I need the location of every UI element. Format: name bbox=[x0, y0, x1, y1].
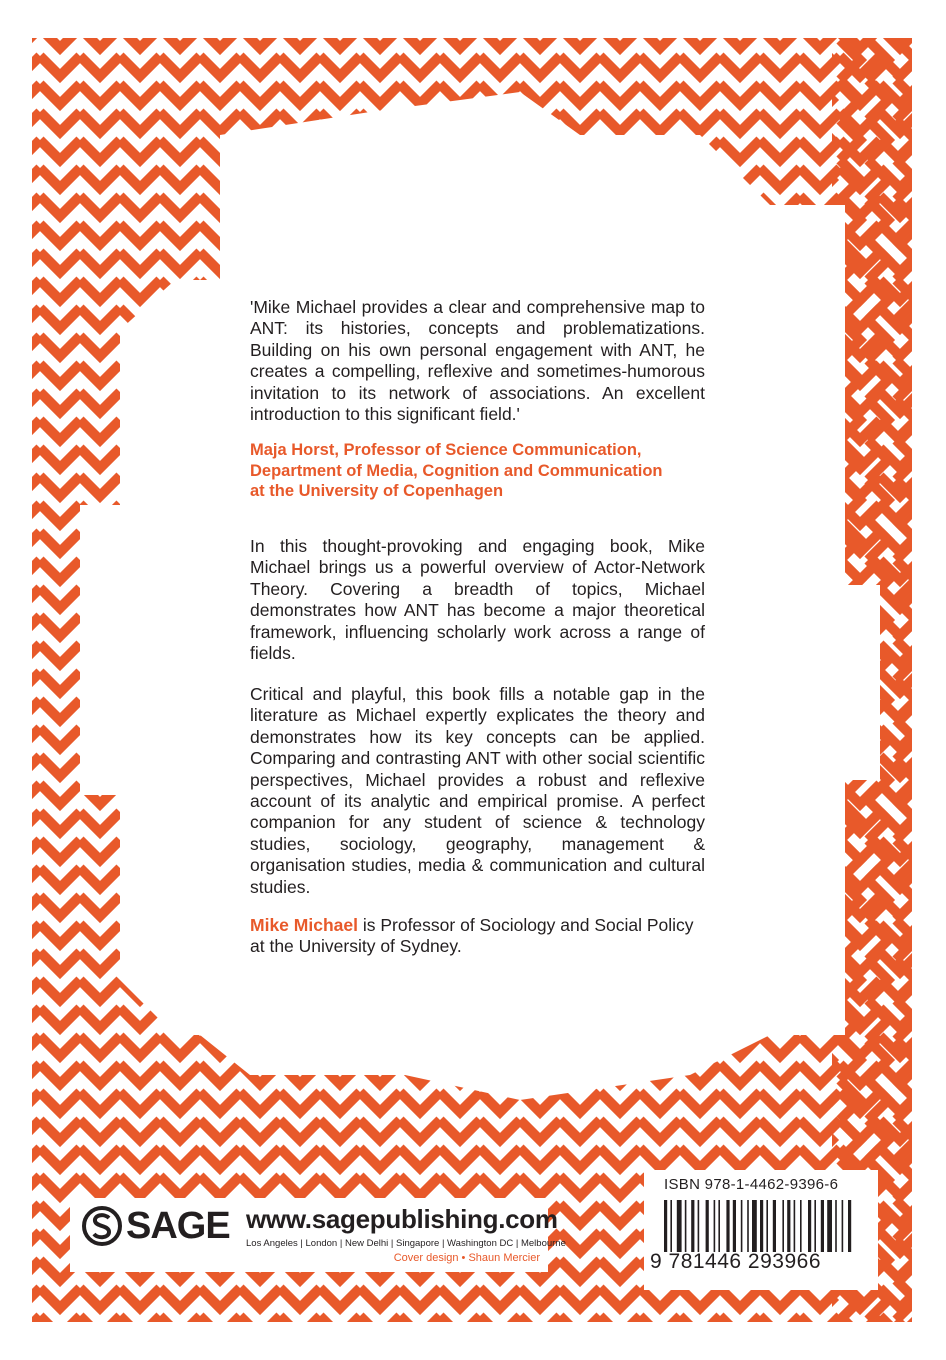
barcode-bar bbox=[794, 1200, 796, 1252]
isbn-label: ISBN 978-1-4462-9396-6 bbox=[664, 1176, 839, 1193]
publisher-panel bbox=[70, 1198, 566, 1272]
barcode-bar bbox=[782, 1200, 784, 1252]
barcode-bar bbox=[848, 1200, 851, 1252]
barcode-bar bbox=[808, 1200, 811, 1252]
barcode-bar bbox=[773, 1200, 776, 1252]
blurb-paragraph-2 bbox=[250, 684, 705, 898]
barcode-bar bbox=[741, 1200, 743, 1252]
review-attribution bbox=[250, 440, 705, 502]
logo-wordmark: SAGE bbox=[126, 1205, 230, 1247]
barcode-bar bbox=[800, 1200, 802, 1252]
barcode-bar bbox=[821, 1200, 824, 1252]
author-bio-text: is Professor of Sociology and Social Policy at the University of Sydney. bbox=[250, 915, 694, 957]
barcode-bar bbox=[842, 1200, 844, 1252]
barcode-bar bbox=[718, 1200, 720, 1252]
barcode-bar bbox=[714, 1200, 716, 1252]
barcode-bar bbox=[733, 1200, 736, 1252]
publisher-cities: Los Angeles | London | New Delhi | Singapore | Washington DC | Melbourne bbox=[246, 1238, 566, 1249]
review-quote bbox=[250, 297, 705, 425]
barcode-bar bbox=[664, 1200, 667, 1252]
review-quote-text: 'Mike Michael provides a clear and comprehensive map to ANT: its histories, concepts and problematizations. Building on his own personal engagement with ANT, he creates a compelling, reflexive and sometimes-humorous invitation to its network of associations. An excellent introduction to this significant field.' bbox=[250, 297, 705, 425]
barcode-bar bbox=[827, 1200, 832, 1252]
blurb-paragraph-1 bbox=[250, 536, 705, 664]
publisher-url[interactable]: www.sagepublishing.com bbox=[246, 1204, 558, 1234]
blurb-paragraph-1-text: In this thought-provoking and engaging book, Mike Michael brings us a powerful overview of Actor-Network Theory. Covering a breadth of topics, Michael demonstrates how ANT has become a major theoretical framework, influencing scholarly work across a range of fields. bbox=[250, 536, 705, 664]
barcode-bar bbox=[752, 1200, 757, 1252]
cover-design-credit: Cover design • Shaun Mercier bbox=[393, 1252, 540, 1264]
barcode-bar bbox=[760, 1200, 763, 1252]
barcode-icon bbox=[664, 1200, 864, 1252]
barcode-bar bbox=[787, 1200, 790, 1252]
barcode-bar bbox=[677, 1200, 682, 1252]
sage-logo bbox=[82, 1206, 230, 1246]
barcode-bar bbox=[706, 1200, 709, 1252]
author-name: Mike Michael bbox=[250, 915, 358, 935]
barcode-bar bbox=[726, 1200, 729, 1252]
barcode-bar bbox=[685, 1200, 687, 1252]
barcode-bar bbox=[747, 1200, 749, 1252]
barcode-panel bbox=[644, 1170, 878, 1290]
barcode-bar bbox=[691, 1200, 694, 1252]
barcode-digits: 9 781446 293966 bbox=[650, 1250, 821, 1273]
attribution-line-2: Department of Media, Cognition and Communication bbox=[250, 461, 663, 480]
blurb-paragraph-2-text: Critical and playful, this book fills a notable gap in the literature as Michael expertly explicates the theory and demonstrates how its key concepts can be applied. Comparing and contrasting ANT with other social scientific perspectives, Michael provides a robust and reflexive account of its analytic and empirical promise. A perfect companion for any student of science & technology studies, sociology, geography, management & organisation studies, media & communication and cultural studies. bbox=[250, 684, 705, 897]
barcode-bar bbox=[835, 1200, 837, 1252]
author-bio bbox=[250, 915, 705, 958]
barcode-bar bbox=[670, 1200, 672, 1252]
barcode-bar bbox=[814, 1200, 816, 1252]
barcode-bar bbox=[766, 1200, 768, 1252]
barcode-bar bbox=[698, 1200, 700, 1252]
attribution-line-3: at the University of Copenhagen bbox=[250, 482, 504, 500]
sage-s-icon bbox=[82, 1206, 122, 1246]
attribution-line-1: Maja Horst, Professor of Science Communication, bbox=[250, 441, 642, 459]
